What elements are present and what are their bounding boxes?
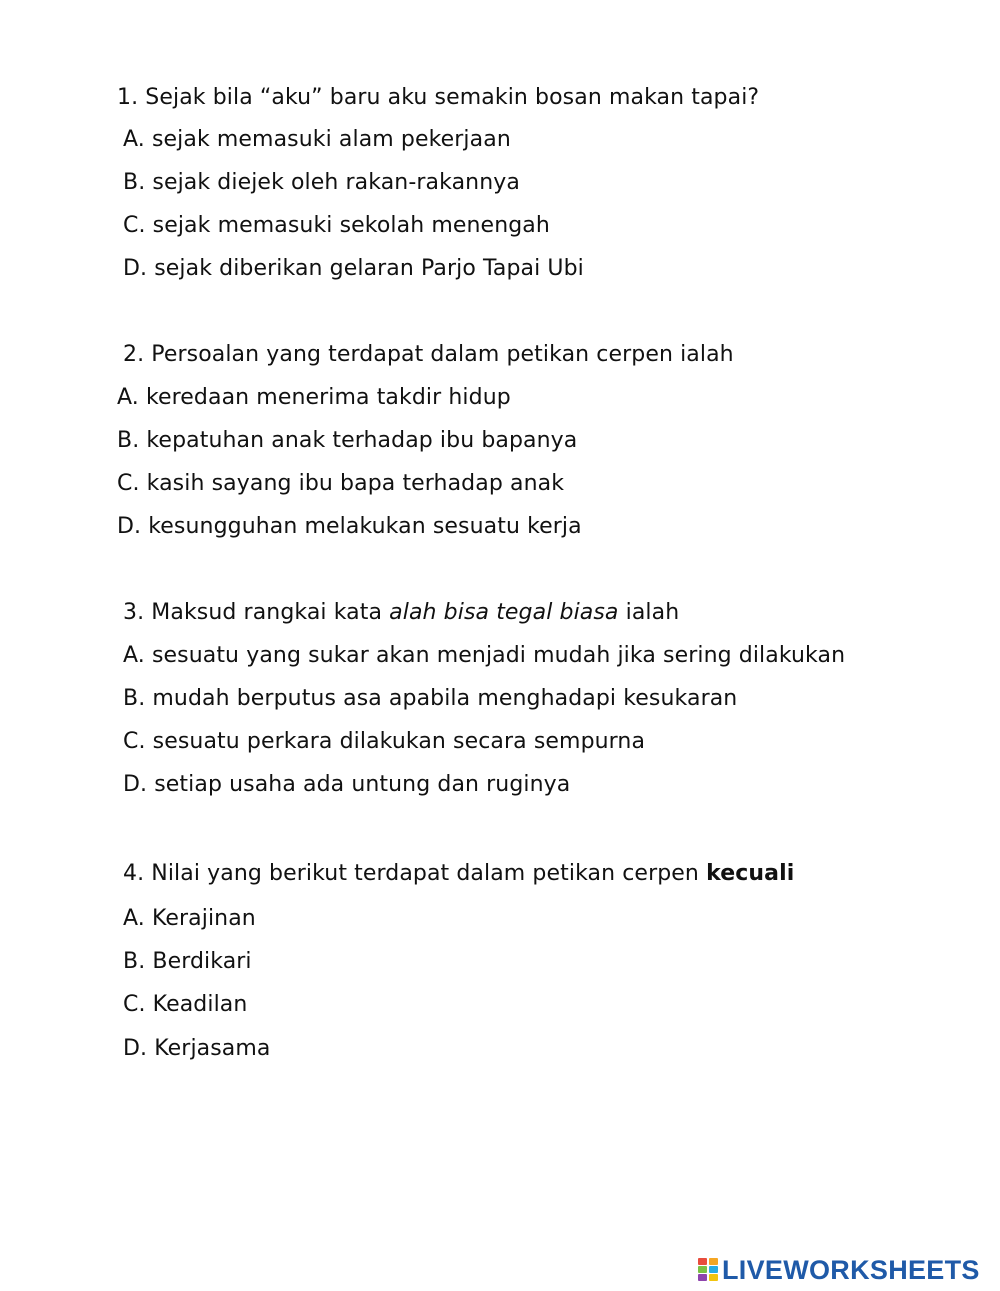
question-4-option-d[interactable]: D. Kerjasama xyxy=(123,1036,271,1061)
question-4-text-before: 4. Nilai yang berikut terdapat dalam petikan cerpen xyxy=(123,861,707,886)
logo-mark-cell xyxy=(709,1266,718,1273)
logo-mark-cell xyxy=(698,1258,707,1265)
logo-mark-cell xyxy=(698,1274,707,1281)
question-1-text: 1. Sejak bila “aku” baru aku semakin bosan makan tapai? xyxy=(117,85,760,110)
question-2-option-b[interactable]: B. kepatuhan anak terhadap ibu bapanya xyxy=(117,428,578,453)
question-3-option-b[interactable]: B. mudah berputus asa apabila menghadapi kesukaran xyxy=(123,686,738,711)
question-3-text xyxy=(123,599,679,627)
question-2-option-c[interactable]: C. kasih sayang ibu bapa terhadap anak xyxy=(117,471,565,496)
question-3-option-d[interactable]: D. setiap usaha ada untung dan ruginya xyxy=(123,772,571,797)
logo-mark-cell xyxy=(709,1258,718,1265)
question-1-option-d[interactable]: D. sejak diberikan gelaran Parjo Tapai Ubi xyxy=(123,256,584,281)
logo-mark-icon xyxy=(698,1258,718,1282)
question-2-option-d[interactable]: D. kesungguhan melakukan sesuatu kerja xyxy=(117,514,582,539)
question-4-option-a[interactable]: A. Kerajinan xyxy=(123,906,256,931)
liveworksheets-logo xyxy=(698,1256,980,1284)
question-3-text-before: 3. Maksud rangkai kata xyxy=(123,600,390,625)
question-4-option-c[interactable]: C. Keadilan xyxy=(123,992,248,1017)
logo-mark-cell xyxy=(709,1274,718,1281)
question-4-option-b[interactable]: B. Berdikari xyxy=(123,949,252,974)
logo-mark-cell xyxy=(698,1266,707,1273)
question-4-text xyxy=(123,860,794,888)
question-3-option-a[interactable]: A. sesuatu yang sukar akan menjadi mudah jika sering dilakukan xyxy=(123,643,846,668)
question-3-option-c[interactable]: C. sesuatu perkara dilakukan secara sempurna xyxy=(123,729,646,754)
question-1-option-b[interactable]: B. sejak diejek oleh rakan-rakannya xyxy=(123,170,520,195)
question-4-keyword: kecuali xyxy=(706,861,795,886)
question-3-phrase: alah bisa tegal biasa xyxy=(389,600,619,625)
question-2-text: 2. Persoalan yang terdapat dalam petikan cerpen ialah xyxy=(123,342,734,367)
logo-text: LIVEWORKSHEETS xyxy=(722,1254,980,1285)
question-2-option-a[interactable]: A. keredaan menerima takdir hidup xyxy=(117,385,511,410)
question-3-text-after: ialah xyxy=(618,600,680,625)
question-1-option-c[interactable]: C. sejak memasuki sekolah menengah xyxy=(123,213,550,238)
question-1-option-a[interactable]: A. sejak memasuki alam pekerjaan xyxy=(123,127,511,152)
